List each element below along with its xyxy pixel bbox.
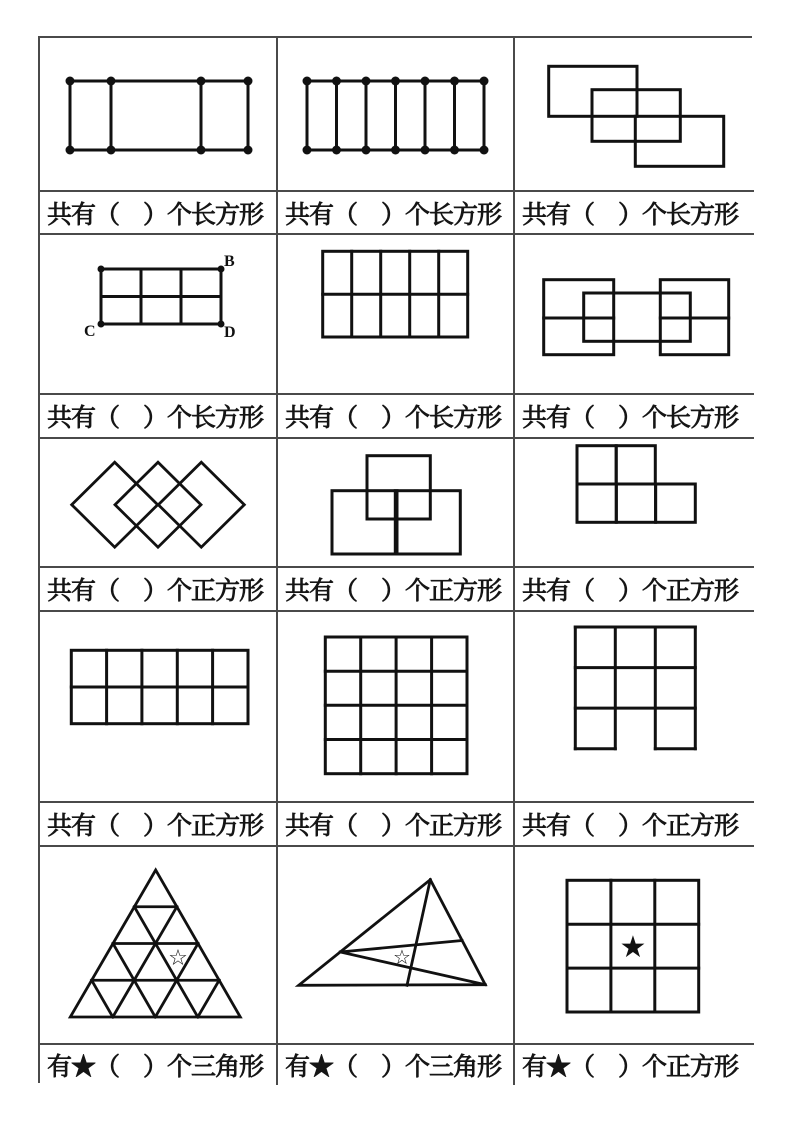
figure-cell-grid-3x3-star	[515, 847, 754, 1045]
three-cascading-rectangles-figure	[515, 38, 752, 190]
overlapping-squares	[332, 456, 460, 554]
cascading-rectangles	[549, 66, 724, 166]
caption-text: 有★（ ）个正方形	[522, 1054, 739, 1081]
figure-cell-pentomino	[515, 439, 754, 568]
vertex-dots	[66, 77, 253, 155]
two-squares-linked-figure	[515, 235, 752, 393]
caption-squares-4	[40, 803, 278, 847]
triangle-with-cevians	[299, 880, 486, 986]
grid-5x2-rectangles-figure	[278, 235, 513, 393]
pentomino	[577, 446, 695, 523]
caption-text: 共有（ ）个长方形	[522, 201, 739, 229]
grid-4x4-figure	[278, 612, 513, 801]
figure-cell-three-cascading-rectangles	[515, 38, 754, 192]
filled-star-icon: ★	[619, 930, 647, 965]
linked-squares	[544, 280, 729, 355]
caption-text: 共有（ ）个正方形	[47, 813, 264, 840]
grid-3x2	[101, 269, 221, 324]
dotted-rectangle-3-parts-figure	[40, 38, 276, 190]
notched-grid	[575, 627, 695, 749]
caption-text: 有★（ ）个三角形	[285, 1054, 502, 1081]
caption-star-squares	[515, 1045, 754, 1085]
labeled-grid-3x2-figure	[40, 235, 276, 393]
figure-cell-three-diamonds	[40, 439, 278, 568]
caption-rectangles-6	[515, 395, 754, 439]
caption-star-triangles-1	[40, 1045, 278, 1085]
three-overlapping-squares-figure	[278, 439, 513, 566]
outline-star-icon: ☆	[168, 946, 188, 971]
caption-rectangles-3	[515, 192, 754, 235]
caption-text: 共有（ ）个正方形	[522, 813, 739, 840]
grid-5x2	[71, 650, 248, 723]
caption-text: 有★（ ）个三角形	[47, 1054, 264, 1081]
figure-cell-dotted-rectangle-6-parts	[278, 38, 515, 192]
caption-squares-6	[515, 803, 754, 847]
caption-text: 共有（ ）个长方形	[47, 201, 264, 229]
corner-label-d: D	[224, 324, 236, 341]
caption-text: 共有（ ）个长方形	[285, 201, 502, 229]
grid-4x4	[325, 637, 467, 774]
three-diamonds-figure	[40, 439, 276, 566]
caption-text: 共有（ ）个正方形	[285, 578, 502, 605]
caption-rectangles-1	[40, 192, 278, 235]
caption-rectangles-4	[40, 395, 278, 439]
figure-cell-triangle-cevians-star	[278, 847, 515, 1045]
grid-5x2	[323, 251, 468, 337]
dotted-rectangle-6-parts-figure	[278, 38, 513, 190]
figure-cell-three-overlapping-squares	[278, 439, 515, 568]
rectangle-strip	[70, 81, 248, 150]
figure-cell-triangle-grid-star	[40, 847, 278, 1045]
caption-text: 共有（ ）个正方形	[47, 578, 264, 605]
subdivided-triangle	[70, 870, 240, 1017]
caption-text: 共有（ ）个长方形	[285, 405, 502, 432]
grid-5x2-squares-figure	[40, 612, 276, 801]
figure-cell-two-squares-linked	[515, 235, 754, 395]
caption-squares-2	[278, 568, 515, 612]
worksheet-table	[38, 36, 752, 1083]
corner-label-b: B	[224, 253, 235, 270]
triangle-grid-star-figure	[40, 847, 276, 1043]
caption-text: 共有（ ）个正方形	[522, 578, 739, 605]
corner-label-c: C	[84, 323, 96, 340]
pentomino-squares-figure	[515, 439, 752, 566]
grid-3x3-star-figure	[515, 847, 752, 1043]
caption-text: 共有（ ）个长方形	[47, 405, 264, 432]
figure-cell-grid-4x4	[278, 612, 515, 803]
figure-cell-grid-5x2-squares	[40, 612, 278, 803]
caption-rectangles-5	[278, 395, 515, 439]
figure-cell-dotted-rectangle-3-parts	[40, 38, 278, 192]
figure-cell-grid-5x2-rectangles	[278, 235, 515, 395]
figure-cell-labeled-grid-3x2	[40, 235, 278, 395]
figure-cell-grid-3x3-notched	[515, 612, 754, 803]
outline-star-icon: ☆	[393, 945, 411, 969]
caption-squares-5	[278, 803, 515, 847]
grid-3x3-notched-figure	[515, 612, 752, 801]
overlapping-diamonds	[72, 462, 245, 547]
rectangle-strip	[307, 81, 484, 150]
caption-star-triangles-2	[278, 1045, 515, 1085]
caption-squares-1	[40, 568, 278, 612]
triangle-cevians-star-figure	[278, 847, 513, 1043]
caption-text: 共有（ ）个正方形	[285, 813, 502, 840]
caption-text: 共有（ ）个长方形	[522, 405, 739, 432]
caption-rectangles-2	[278, 192, 515, 235]
caption-squares-3	[515, 568, 754, 612]
